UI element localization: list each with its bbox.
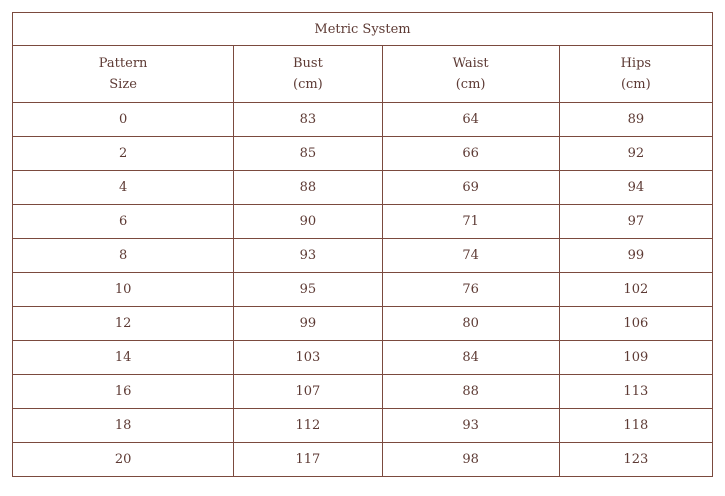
table-cell: 84	[382, 341, 559, 375]
table-cell: 18	[13, 409, 234, 443]
table-row-size-16	[13, 375, 713, 409]
table-title: Metric System	[13, 13, 713, 46]
table-cell: 97	[559, 205, 712, 239]
table-cell: 93	[234, 239, 382, 273]
table-cell: 16	[13, 375, 234, 409]
table-cell: 76	[382, 273, 559, 307]
column-header-pattern-size	[13, 46, 234, 103]
table-cell: 98	[382, 443, 559, 477]
table-row-size-18	[13, 409, 713, 443]
table-row-size-12	[13, 307, 713, 341]
table-cell: 88	[234, 171, 382, 205]
table-row-size-4	[13, 171, 713, 205]
table-cell: 14	[13, 341, 234, 375]
metric-system-size-table	[12, 12, 713, 477]
column-header-label: Pattern	[98, 55, 148, 71]
table-cell: 4	[13, 171, 234, 205]
table-cell: 6	[13, 205, 234, 239]
table-row-size-0	[13, 103, 713, 137]
header-row	[13, 46, 713, 103]
table-cell: 83	[234, 103, 382, 137]
table-cell: 64	[382, 103, 559, 137]
column-header-unit: (cm)	[620, 76, 651, 92]
table-cell: 106	[559, 307, 712, 341]
column-header-unit: (cm)	[293, 76, 323, 92]
column-header-bust-cm	[234, 46, 382, 103]
table-row-size-8	[13, 239, 713, 273]
table-cell: 85	[234, 137, 382, 171]
table-cell: 118	[559, 409, 712, 443]
table-cell: 103	[234, 341, 382, 375]
table-cell: 95	[234, 273, 382, 307]
column-header-unit: Size	[109, 76, 137, 92]
table-cell: 117	[234, 443, 382, 477]
column-header-hips-cm	[559, 46, 712, 103]
table-row-size-2	[13, 137, 713, 171]
column-header-label: Waist	[452, 55, 489, 71]
table-row-size-6	[13, 205, 713, 239]
table-cell: 10	[13, 273, 234, 307]
table-cell: 109	[559, 341, 712, 375]
table-row-size-14	[13, 341, 713, 375]
table-cell: 93	[382, 409, 559, 443]
table-cell: 2	[13, 137, 234, 171]
table-cell: 74	[382, 239, 559, 273]
table-cell: 8	[13, 239, 234, 273]
table-cell: 92	[559, 137, 712, 171]
table-cell: 0	[13, 103, 234, 137]
title-row	[13, 13, 713, 46]
column-header-waist-cm	[382, 46, 559, 103]
table-cell: 88	[382, 375, 559, 409]
table-cell: 99	[559, 239, 712, 273]
table-body	[13, 103, 713, 477]
table-row-size-20	[13, 443, 713, 477]
table-cell: 20	[13, 443, 234, 477]
table-cell: 12	[13, 307, 234, 341]
table-cell: 80	[382, 307, 559, 341]
column-header-label: Hips	[620, 55, 652, 71]
table-cell: 89	[559, 103, 712, 137]
table-cell: 69	[382, 171, 559, 205]
table-cell: 71	[382, 205, 559, 239]
table-cell: 123	[559, 443, 712, 477]
column-header-label: Bust	[292, 55, 323, 71]
column-header-unit: (cm)	[455, 76, 486, 92]
table-cell: 113	[559, 375, 712, 409]
table-cell: 66	[382, 137, 559, 171]
table-row-size-10	[13, 273, 713, 307]
table-cell: 107	[234, 375, 382, 409]
table-cell: 99	[234, 307, 382, 341]
table-cell: 102	[559, 273, 712, 307]
table-cell: 112	[234, 409, 382, 443]
table-cell: 94	[559, 171, 712, 205]
table-cell: 90	[234, 205, 382, 239]
